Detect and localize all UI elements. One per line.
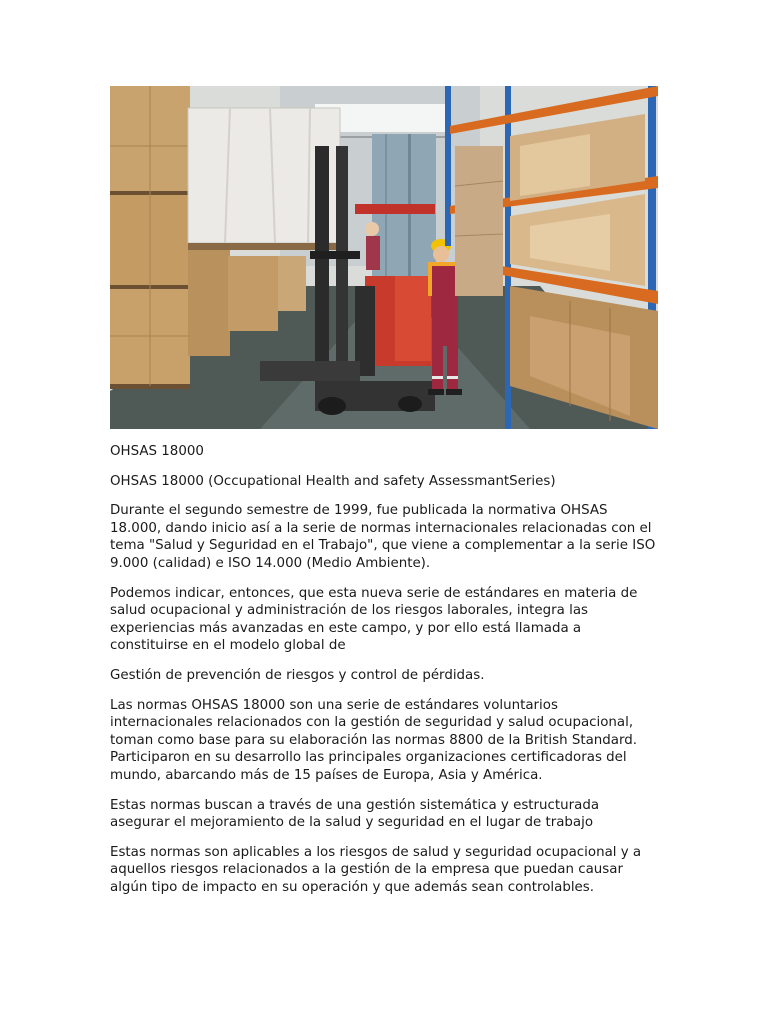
paragraph: Podemos indicar, entonces, que esta nueva serie de estándares en materia de salud ocupacional y administración de los riesgos laborales, integra las experiencias más avanzadas en este campo, y por ello está llamada a constituirse en el modelo global de: [110, 585, 638, 654]
paragraph: Estas normas buscan a través de una gestión sistemática y estructurada asegurar el mejoramiento de la salud y seguridad en el lugar de trabajo: [110, 797, 600, 831]
document-heading: OHSAS 18000: [110, 444, 204, 459]
document-page: [110, 86, 658, 908]
paragraph: Las normas OHSAS 18000 son una serie de estándares voluntarios internacionales relacionados con la gestión de seguridad y salud ocupacional, toman como base para su elaboración las normas 8800 de la British Standard. Participaron en su desarrollo las principales organizaciones certificadoras del mundo, abarcando más de 15 países de Europa, Asia y América.: [110, 697, 638, 783]
paragraph: Durante el segundo semestre de 1999, fue publicada la normativa OHSAS 18.000, dando inicio así a la serie de normas internacionales relacionadas con el tema "Salud y Seguridad en el Trabajo", que viene a complementar a la serie ISO 9.000 (calidad) e ISO 14.000 (Medio Ambiente).: [110, 503, 656, 571]
paragraph: Gestión de prevención de riesgos y control de pérdidas.: [110, 667, 485, 683]
paragraph: Estas normas son aplicables a los riesgos de salud y seguridad ocupacional y a aquellos riesgos relacionados a la gestión de la empresa que puedan causar algún tipo de impacto en su operación y que además sean controlables.: [110, 844, 642, 895]
warehouse-forklift-photo: [110, 86, 658, 429]
document-subheading: OHSAS 18000 (Occupational Health and safety AssessmantSeries): [110, 473, 556, 489]
document-body: [110, 443, 658, 896]
